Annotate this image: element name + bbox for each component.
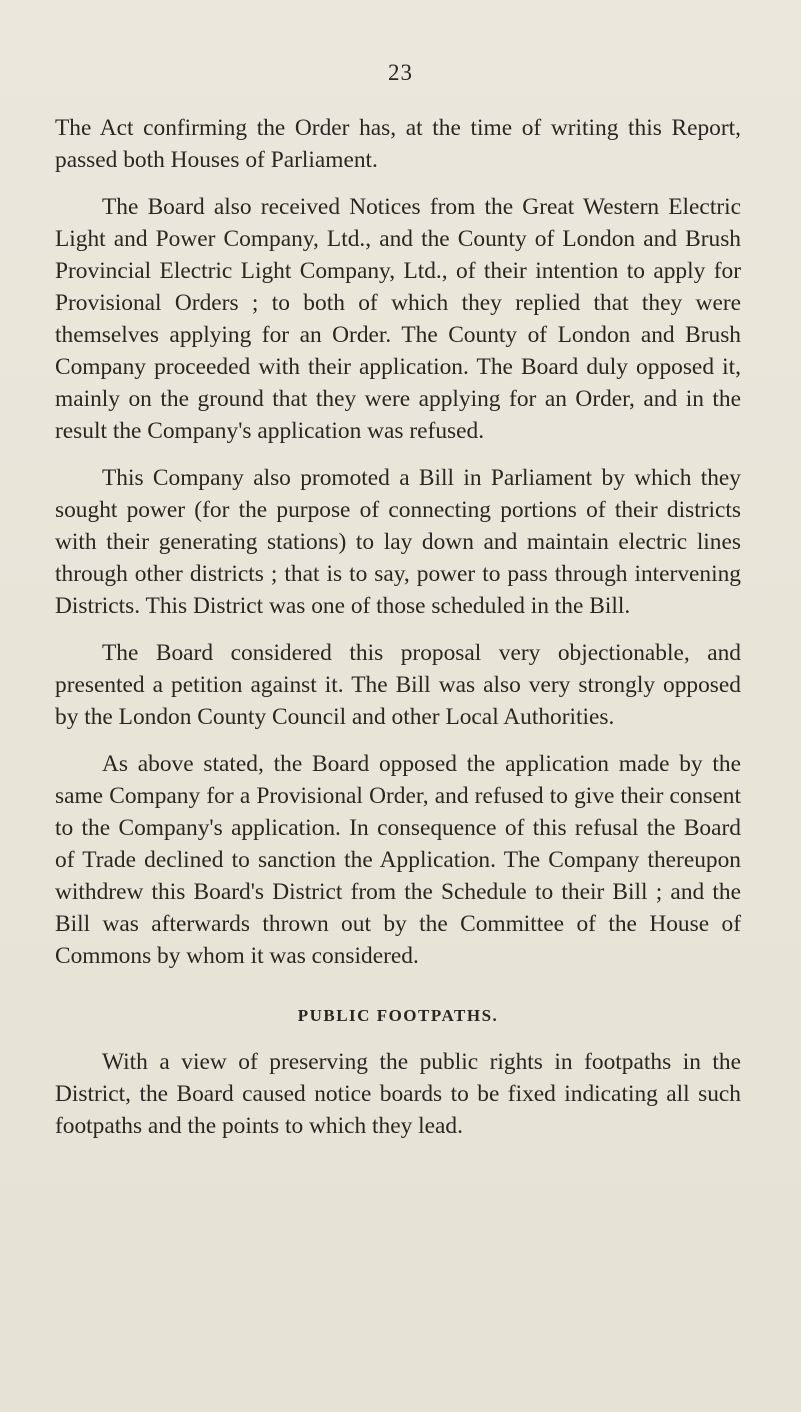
paragraph-act-confirming: The Act confirming the Order has, at the time of writing this Report, passed both Houses of Parliament. [55, 115, 741, 173]
paragraph-footpaths: With a view of preserving the public rights in footpaths in the District, the Board caused notice boards to be fixed indicating all such footpaths and the points to which they lead. [55, 1049, 741, 1139]
paragraph-notices-received: The Board also received Notices from the Great Western Electric Light and Power Company, Ltd., and the County of London and Brush Provincial Electric Light Company, Ltd., of their intention to apply for Provisional Orders ; to both of which they replied that they were themselves applying for an Order. The County of London and Brush Company proceeded with their application. The Board duly opposed it, mainly on the ground that they were applying for an Order, and in the result the Company's application was refused. [55, 194, 741, 444]
paragraph-bill-promoted: This Company also promoted a Bill in Parliament by which they sought power (for the purpose of connecting portions of their districts with their generating stations) to lay down and maintain electric lines through other districts ; that is to say, power to pass through intervening Districts. This District was one of those scheduled in the Bill. [55, 465, 741, 619]
body-text [55, 112, 741, 1157]
paragraph-board-petition: The Board considered this proposal very objectionable, and presented a petition against it. The Bill was also very strongly opposed by the London County Council and other Local Authorities. [55, 640, 741, 730]
paragraph-board-opposed: As above stated, the Board opposed the application made by the same Company for a Provisional Order, and refused to give their consent to the Company's application. In consequence of this refusal the Board of Trade declined to sanction the Application. The Company thereupon withdrew this Board's District from the Schedule to their Bill ; and the Bill was afterwards thrown out by the Committee of the House of Commons by whom it was considered. [55, 751, 741, 969]
section-heading-public-footpaths: PUBLIC FOOTPATHS. [297, 1006, 499, 1025]
page-number: 23 [388, 60, 413, 85]
